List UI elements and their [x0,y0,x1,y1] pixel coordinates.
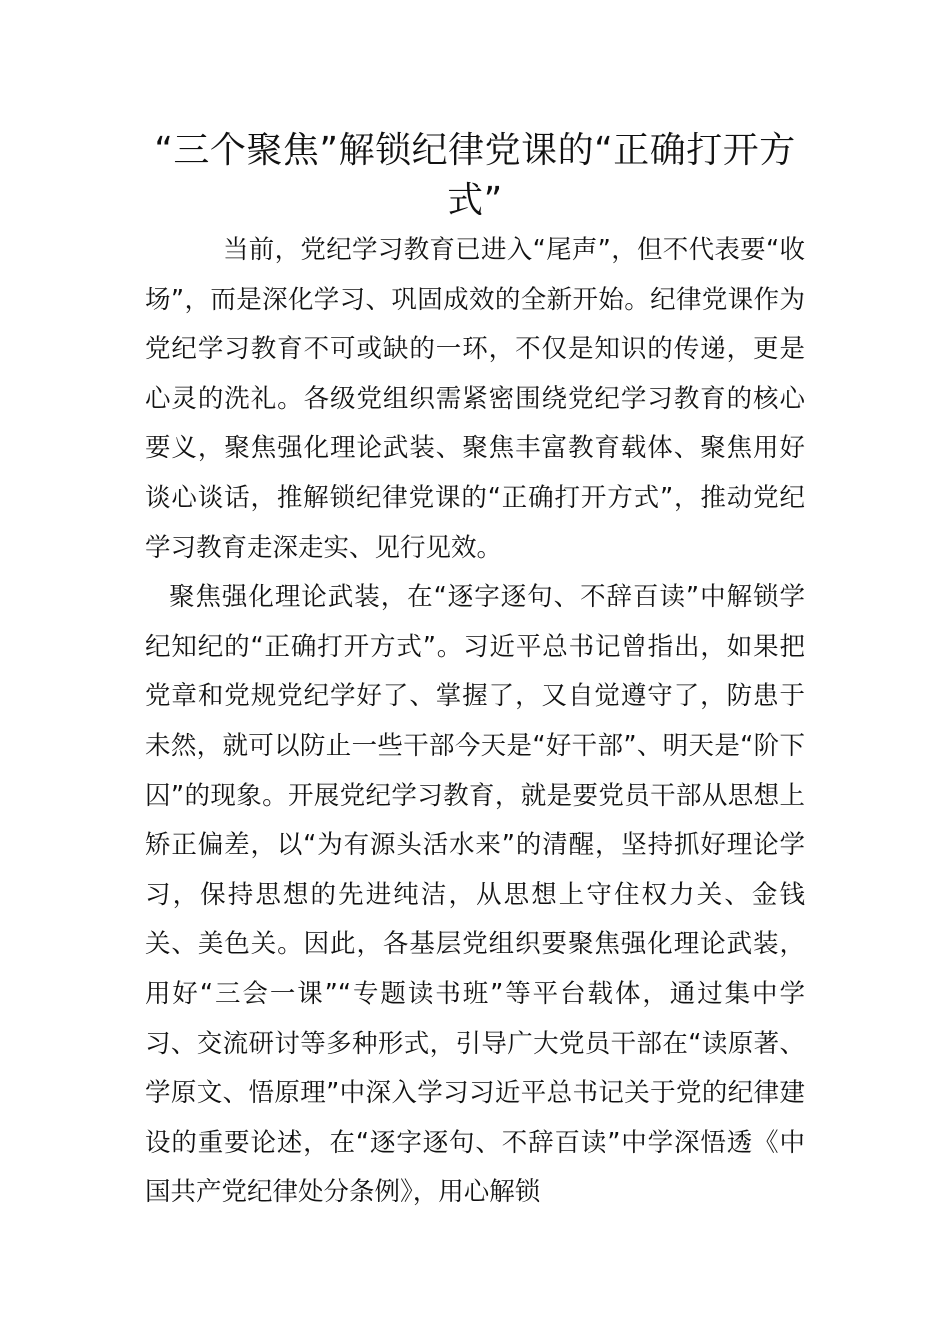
document-title: “三个聚焦”解锁纪律党课的“正确打开方式” [154,130,796,221]
paragraph-intro: 当前，党纪学习教育已进入“尾声”，但不代表要“收场”，而是深化学习、巩固成效的全新开始。纪律党课作为党纪学习教育不可或缺的一环，不仅是知识的传递，更是心灵的洗礼。各级党组织需紧密围绕党纪学习教育的核心要义，聚焦强化理论武装、聚焦丰富教育载体、聚焦用好谈心谈话，推解锁纪律党课的“正确打开方式”，推动党纪学习教育走深走实、见行见效。 [145,235,805,563]
paragraph-theory: 聚焦强化理论武装，在“逐字逐句、不辞百读”中解锁学纪知纪的“正确打开方式”。习近平总书记曾指出，如果把党章和党规党纪学好了、掌握了，又自觉遵守了，防患于未然，就可以防止一些干部今天是“好干部”、明天是“阶下囚”的现象。开展党纪学习教育，就是要党员干部从思想上矫正偏差，以“为有源头活水来”的清醒，坚持抓好理论学习，保持思想的先进纯洁，从思想上守住权力关、金钱关、美色关。因此，各基层党组织要聚焦强化理论武装，用好“三会一课”“专题读书班”等平台载体，通过集中学习、交流研讨等多种形式，引导广大党员干部在“读原著、学原文、悟原理”中深入学习习近平总书记关于党的纪律建设的重要论述，在“逐字逐句、不辞百读”中学深悟透《中国共产党纪律处分条例》，用心解锁 [145,582,805,1208]
document-body [145,226,805,1218]
